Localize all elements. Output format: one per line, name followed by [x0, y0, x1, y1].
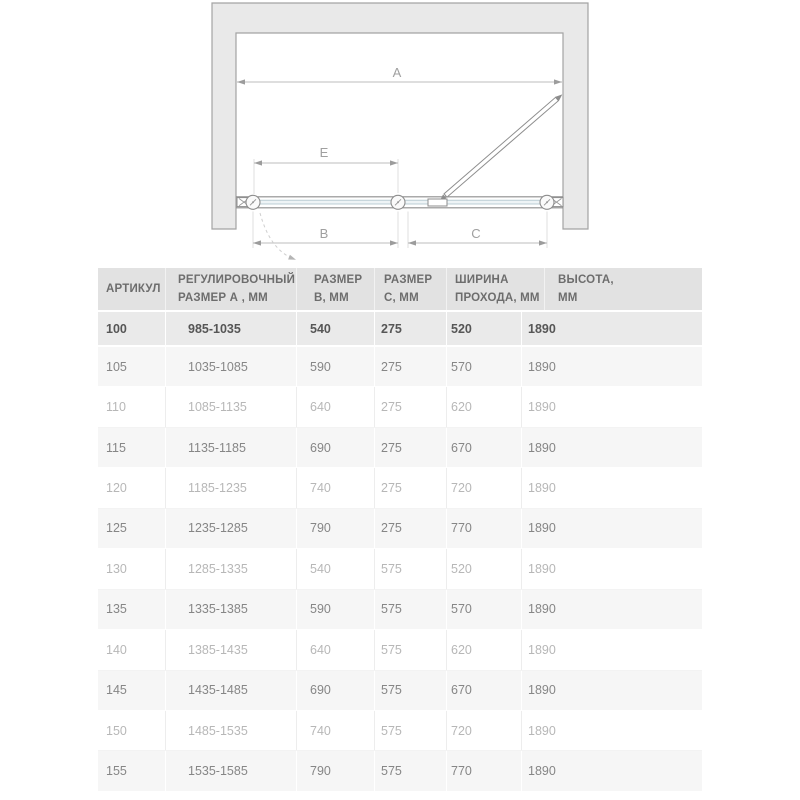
table-body [98, 312, 702, 792]
roller-middle-icon [391, 195, 405, 209]
cell-size-c: 275 [375, 347, 447, 386]
cell-height: 1890 [528, 521, 556, 536]
cell-size-b: 740 [297, 468, 375, 507]
dimension-b-label: B [319, 226, 329, 241]
cell-size-a: 1535-1585 [166, 751, 297, 790]
cell-articul: 145 [98, 671, 166, 710]
door-swing-arc [260, 213, 296, 260]
cell-size-a: 1435-1485 [166, 671, 297, 710]
cell-articul: 155 [98, 751, 166, 790]
table-row [98, 630, 702, 670]
door-handle [428, 199, 447, 206]
cell-size-a: 1235-1285 [166, 509, 297, 548]
table-row [98, 751, 702, 791]
column-header-height: ВЫСОТА, ММ [558, 274, 614, 304]
dimension-e [254, 145, 398, 194]
table-header-row [98, 268, 702, 312]
table-row [98, 428, 702, 468]
cell-height: 1890 [528, 359, 556, 374]
cell-size-b: 590 [297, 347, 375, 386]
dimension-e-label: E [319, 145, 329, 160]
cell-size-c: 275 [375, 428, 447, 467]
column-header-size-b: РАЗМЕР В, ММ [297, 268, 375, 310]
roller-right-icon [540, 195, 554, 209]
cell-size-a: 1085-1135 [166, 387, 297, 426]
cell-size-c: 575 [375, 590, 447, 629]
cell-size-b: 740 [297, 711, 375, 750]
dimension-a [237, 65, 562, 85]
cell-height: 1890 [528, 642, 556, 657]
column-header-passage-width: ШИРИНА ПРОХОДА, ММ [447, 268, 545, 310]
table-row [98, 549, 702, 589]
cell-size-a: 1485-1535 [166, 711, 297, 750]
cell-height: 1890 [528, 321, 556, 336]
table-row [98, 347, 702, 387]
cell-size-c: 275 [375, 468, 447, 507]
cell-size-c: 575 [375, 671, 447, 710]
cell-passage-width: 570 [447, 590, 522, 629]
table-row [98, 468, 702, 508]
cell-size-a: 985-1035 [166, 312, 297, 345]
cell-passage-width: 570 [447, 347, 522, 386]
cell-passage-width: 770 [447, 509, 522, 548]
dimension-b [253, 212, 398, 249]
cell-passage-width: 720 [447, 468, 522, 507]
cell-articul: 140 [98, 630, 166, 669]
cell-size-c: 575 [375, 630, 447, 669]
cell-height: 1890 [528, 602, 556, 617]
cell-height: 1890 [528, 723, 556, 738]
cell-passage-width: 520 [447, 312, 522, 345]
cell-passage-width: 670 [447, 428, 522, 467]
cell-articul: 130 [98, 549, 166, 588]
table-row [98, 590, 702, 630]
cell-size-a: 1385-1435 [166, 630, 297, 669]
size-table [98, 268, 702, 792]
door-panel-open [440, 94, 562, 200]
cell-size-c: 275 [375, 387, 447, 426]
cell-size-c: 275 [375, 312, 447, 345]
cell-size-b: 640 [297, 630, 375, 669]
cell-passage-width: 520 [447, 549, 522, 588]
cell-size-b: 790 [297, 509, 375, 548]
cell-size-a: 1285-1335 [166, 549, 297, 588]
cell-size-b: 640 [297, 387, 375, 426]
cell-size-a: 1035-1085 [166, 347, 297, 386]
cell-size-a: 1335-1385 [166, 590, 297, 629]
cell-size-b: 540 [297, 549, 375, 588]
cell-size-a: 1185-1235 [166, 468, 297, 507]
cell-height: 1890 [528, 400, 556, 415]
cell-passage-width: 720 [447, 711, 522, 750]
cell-size-c: 575 [375, 751, 447, 790]
installation-diagram [0, 0, 800, 264]
table-row [98, 312, 702, 347]
cell-articul: 120 [98, 468, 166, 507]
cell-articul: 150 [98, 711, 166, 750]
cell-size-b: 590 [297, 590, 375, 629]
cell-height: 1890 [528, 481, 556, 496]
dimension-a-label: A [392, 65, 402, 80]
cell-size-a: 1135-1185 [166, 428, 297, 467]
cell-height: 1890 [528, 764, 556, 779]
cell-size-b: 790 [297, 751, 375, 790]
cell-height: 1890 [528, 683, 556, 698]
column-header-articul: АРТИКУЛ [98, 268, 166, 310]
cell-passage-width: 670 [447, 671, 522, 710]
cell-articul: 100 [98, 312, 166, 345]
table-row [98, 711, 702, 751]
cell-size-c: 575 [375, 711, 447, 750]
table-row [98, 671, 702, 711]
dimension-c [408, 212, 547, 249]
column-header-size-a: РЕГУЛИРОВОЧНЫЙ РАЗМЕР А , ММ [166, 268, 297, 310]
cell-passage-width: 620 [447, 387, 522, 426]
cell-articul: 135 [98, 590, 166, 629]
cell-passage-width: 620 [447, 630, 522, 669]
column-header-size-c: РАЗМЕР С, ММ [375, 268, 447, 310]
cell-size-c: 275 [375, 509, 447, 548]
cell-size-b: 690 [297, 428, 375, 467]
cell-height: 1890 [528, 440, 556, 455]
cell-passage-width: 770 [447, 751, 522, 790]
cell-articul: 110 [98, 387, 166, 426]
cell-size-b: 690 [297, 671, 375, 710]
roller-left-icon [246, 195, 260, 209]
table-row [98, 509, 702, 549]
dimension-c-label: C [471, 226, 481, 241]
cell-size-b: 540 [297, 312, 375, 345]
cell-articul: 105 [98, 347, 166, 386]
cell-articul: 115 [98, 428, 166, 467]
cell-height: 1890 [528, 561, 556, 576]
table-row [98, 387, 702, 427]
cell-size-c: 575 [375, 549, 447, 588]
cell-articul: 125 [98, 509, 166, 548]
